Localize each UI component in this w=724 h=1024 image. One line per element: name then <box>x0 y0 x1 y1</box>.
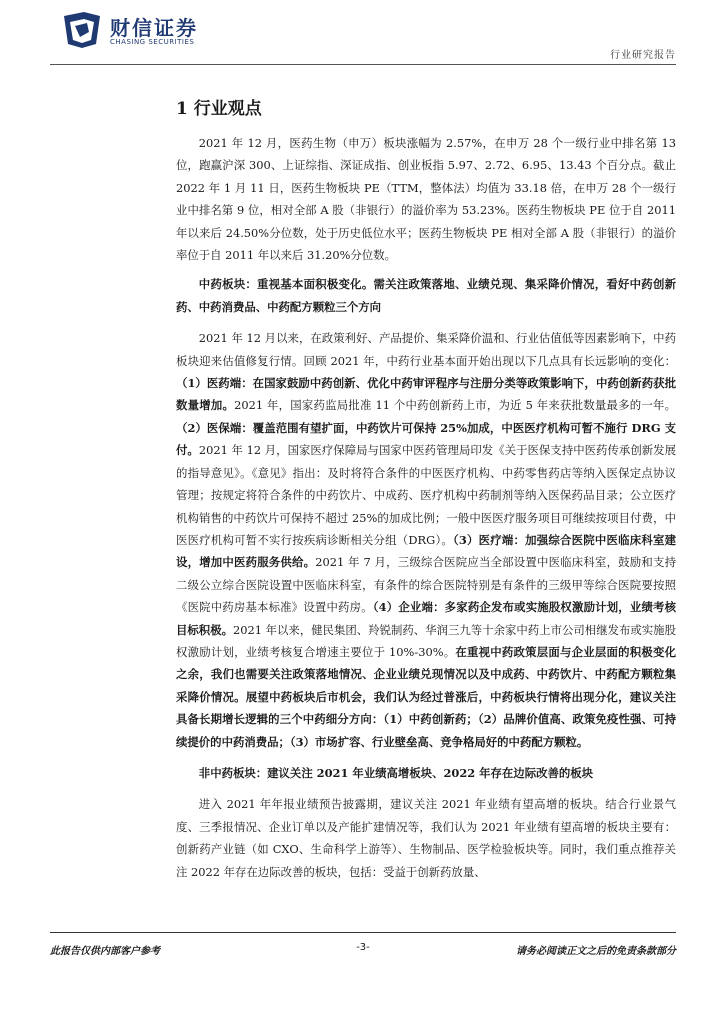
company-logo <box>60 10 200 50</box>
document-body <box>176 94 676 883</box>
logo-chinese-name: 财信证券 <box>110 16 198 40</box>
footer-disclaimer-right: 请务必阅读正文之后的免责条款部分 <box>516 946 676 957</box>
page-footer <box>50 942 676 958</box>
section-title: 1 行业观点 <box>176 99 262 119</box>
footer-divider <box>50 932 676 933</box>
footer-disclaimer-left: 此报告仅供内部客户参考 <box>50 946 160 957</box>
paragraph-market-overview: 2021 年 12 月，医药生物（申万）板块涨幅为 2.57%，在申万 28 个一级行业中排名第 13 位，跑赢沪深 300、上证综指、深证成指、创业板指 5.97、2.72、6.95、13.43 个百分点。截止 2022 年 1 月 11 日，医药生物板块 PE（TTM，整体法）均值为 33.18 倍，在申万 28 个一级行业中排名第 9 位，相对全部 A 股（非银行）的溢价率为 53.23%。医药生物板块 PE 位于自 2011 年以来后 24.50%分位数，处于历史低位水平；医药生物板块 PE 相对全部 A 股（非银行）的溢价率位于自 2011 年以来后 31.20%分位数。 <box>176 136 676 263</box>
tcm-sector-heading: 中药板块：重视基本面积极变化。需关注政策落地、业绩兑现、集采降价情况，看好中药创新药、中药消费品、中药配方颗粒三个方向 <box>176 277 676 314</box>
paragraph-non-tcm-analysis: 进入 2021 年年报业绩预告披露期，建议关注 2021 年业绩有望高增的板块。结合行业景气度、三季报情况、企业订单以及产能扩建情况等，我们认为 2021 年业绩有望高增的板块主要有：创新药产业链（如 CXO、生命科学上游等）、生物制品、医学检验板块等。同时，我们重点推荐关注 2022 年存在边际改善的板块，包括：受益于创新药放量、 <box>176 797 676 879</box>
chasing-securities-logo-icon <box>60 10 104 50</box>
paragraph-tcm-analysis: 2021 年 12 月以来，在政策利好、产品提价、集采降价温和、行业估值低等因素影响下，中药板块迎来估值修复行情。回顾 2021 年，中药行业基本面开始出现以下几点具有长远影响的变化：（1）医药端：在国家鼓励中药创新、优化中药审评程序与注册分类等政策影响下，中药创新药获批数量增加。2021 年，国家药监局批准 11 个中药创新药上市，为近 5 年来获批数量最多的一年。（2）医保端：覆盖范围有望扩面，中药饮片可保持 25%加成，中医医疗机构可暂不施行 DRG 支付。2021 年 12 月，国家医疗保障局与国家中医药管理局印发《关于医保支持中医药传承创新发展的指导意见》。《意见》指出：及时将符合条件的中医医疗机构、中药零售药店等纳入医保定点协议管理；按规定将符合条件的中药饮片、中成药、医疗机构中药制剂等纳入医保药品目录；公立医疗机构销售的中药饮片可保持不超过 25%的加成比例；一般中医医疗服务项目可继续按项目付费，中医医疗机构可暂不实行按疾病诊断相关分组（DRG）。（3）医疗端：加强综合医院中医临床科室建设，增加中医药服务供给。2021 年 7 月，三级综合医院应当全部设置中医临床科室，鼓励和支持二级公立综合医院设置中医临床科室，有条件的综合医院特别是有条件的三级甲等综合医院要按照《医院中药房基本标准》设置中药房。（4）企业端：多家药企发布或实施股权激励计划，业绩考核目标积极。2021 年以来，健民集团、羚锐制药、华润三九等十余家中药上市公司相继发布或实施股权激励计划，业绩考核复合增速主要位于 10%-30%。在重视中药政策层面与企业层面的积极变化之余，我们也需要关注政策落地情况、企业业绩兑现情况以及中成药、中药饮片、中药配方颗粒集采降价情况。展望中药板块后市机会，我们认为经过普涨后，中药板块行情将出现分化，建议关注具备长期增长逻辑的三个中药细分方向：（1）中药创新药；（2）品牌价值高、政策免疫性强、可持续提价的中药消费品；（3）市场扩容、行业壁垒高、竞争格局好的中药配方颗粒。 <box>176 331 676 749</box>
header-divider <box>50 64 676 65</box>
logo-english-name: CHASING SECURITIES <box>110 38 195 46</box>
page-number: -3- <box>356 942 370 953</box>
non-tcm-sector-heading: 非中药板块：建议关注 2021 年业绩高增板块、2022 年存在边际改善的板块 <box>198 765 594 780</box>
report-type-label: 行业研究报告 <box>610 50 676 61</box>
page-header <box>0 0 724 70</box>
